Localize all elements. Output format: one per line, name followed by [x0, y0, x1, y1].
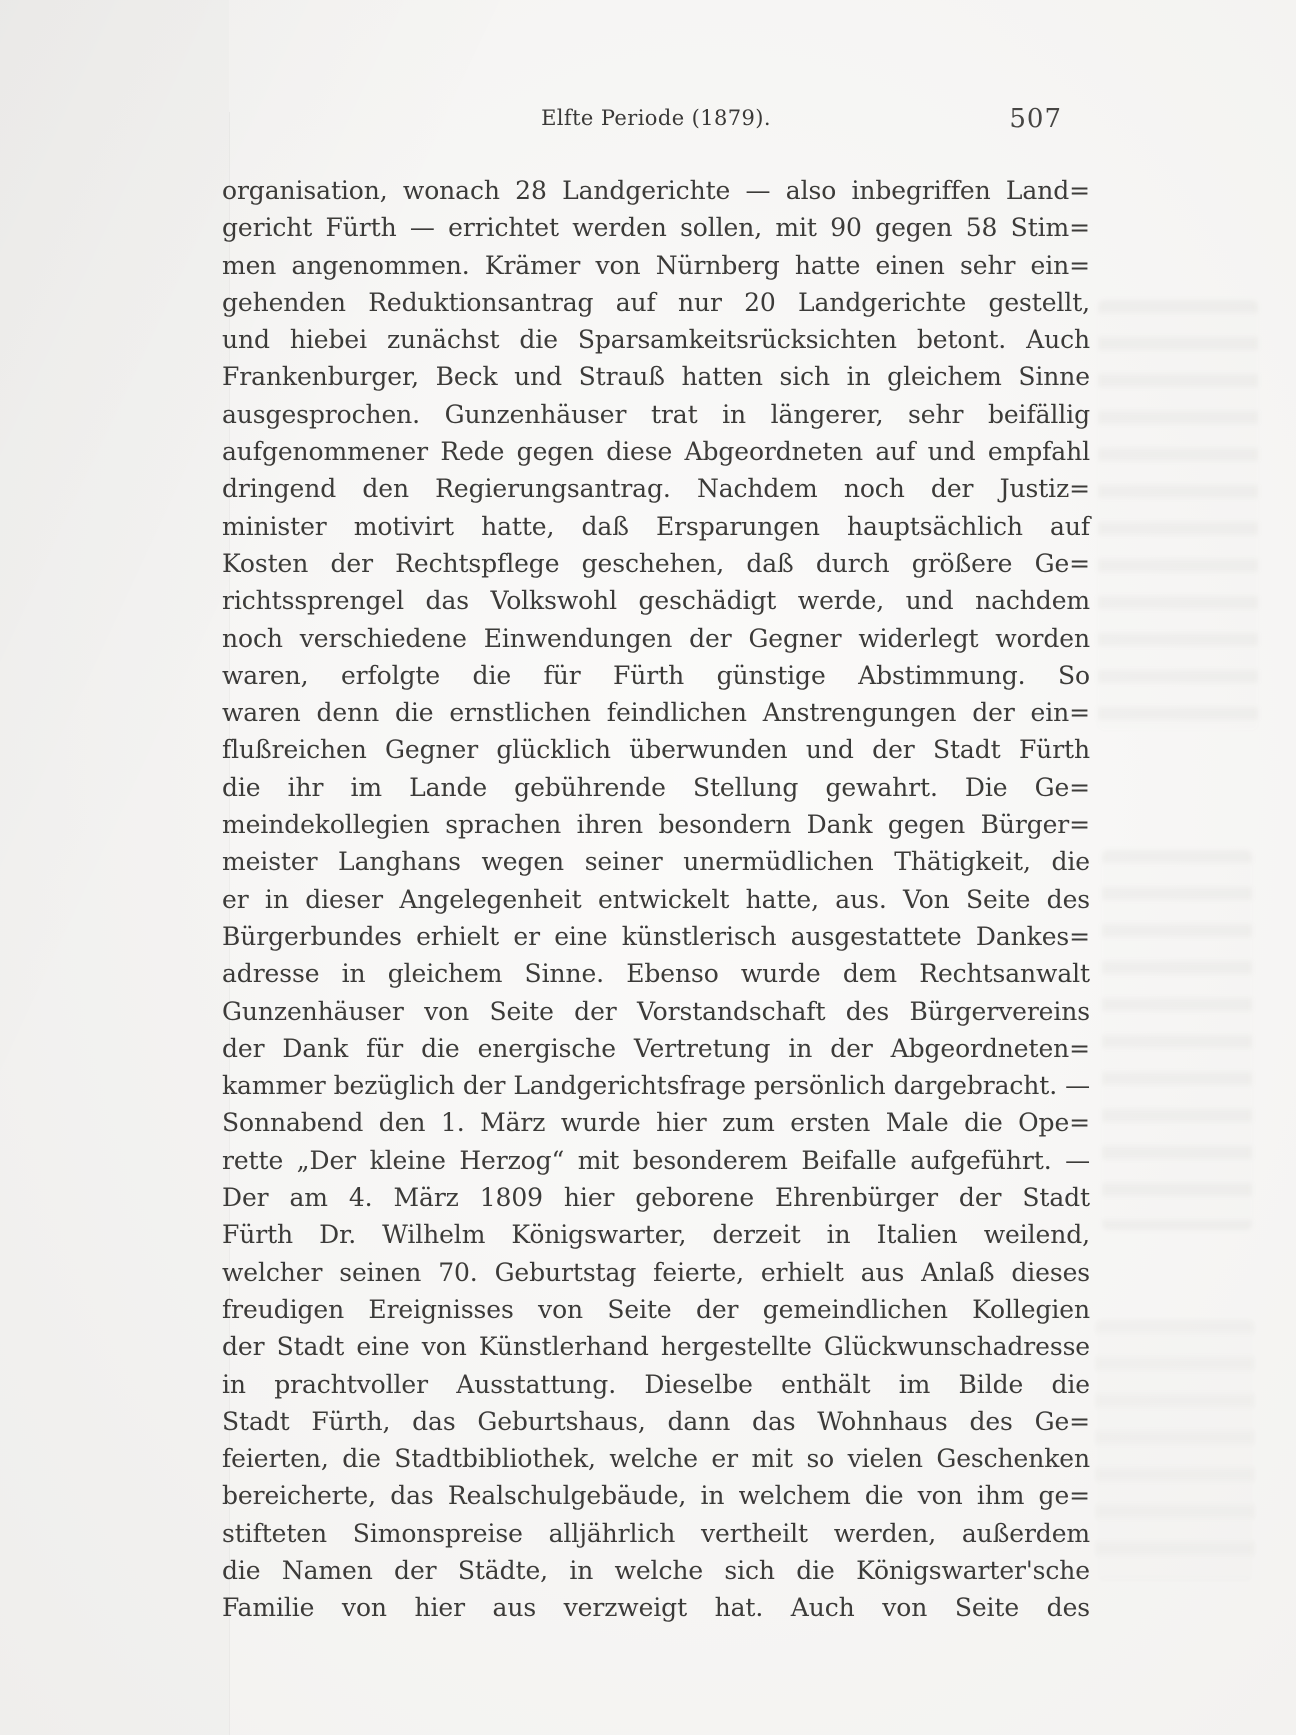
text-line: bereicherte, das Realschulgebäude, in welchem die von ihm ge= — [222, 1481, 1090, 1511]
text-line: men angenommen. Krämer von Nürnberg hatte einen sehr ein= — [222, 250, 1090, 280]
text-line: minister motivirt hatte, daß Ersparungen hauptsächlich auf — [222, 511, 1090, 541]
text-line: rette „Der kleine Herzog“ mit besonderem Beifalle aufgeführt. — — [222, 1145, 1090, 1175]
text-line: gehenden Reduktionsantrag auf nur 20 Landgerichte gestellt, — [222, 287, 1090, 317]
text-line: Kosten der Rechtspflege geschehen, daß durch größere Ge= — [222, 548, 1090, 578]
text-line: Stadt Fürth, das Geburtshaus, dann das Wohnhaus des Ge= — [222, 1406, 1090, 1436]
text-line: Familie von hier aus verzweigt hat. Auch von Seite des — [222, 1593, 1090, 1623]
text-line: Bürgerbundes erhielt er eine künstlerisch ausgestattete Dankes= — [222, 921, 1090, 951]
body-text — [222, 172, 1090, 1627]
text-line: adresse in gleichem Sinne. Ebenso wurde dem Rechtsanwalt — [222, 959, 1090, 989]
text-line: er in dieser Angelegenheit entwickelt hatte, aus. Von Seite des — [222, 884, 1090, 914]
text-line: der Stadt eine von Künstlerhand hergestellte Glückwunschadresse — [222, 1332, 1090, 1362]
text-line: in prachtvoller Ausstattung. Dieselbe enthält im Bilde die — [222, 1369, 1090, 1399]
text-line: Gunzenhäuser von Seite der Vorstandschaft des Bürgervereins — [222, 996, 1090, 1026]
text-line: dringend den Regierungsantrag. Nachdem noch der Justiz= — [222, 474, 1090, 504]
text-line: gericht Fürth — errichtet werden sollen, mit 90 gegen 58 Stim= — [222, 213, 1090, 243]
bleedthrough-artifact — [1098, 300, 1258, 730]
text-line: waren, erfolgte die für Fürth günstige Abstimmung. So — [222, 660, 1090, 690]
text-line: Frankenburger, Beck und Strauß hatten sich in gleichem Sinne — [222, 362, 1090, 392]
text-line: ausgesprochen. Gunzenhäuser trat in längerer, sehr beifällig — [222, 399, 1090, 429]
text-line: der Dank für die energische Vertretung in der Abgeordneten= — [222, 1033, 1090, 1063]
text-line: waren denn die ernstlichen feindlichen Anstrengungen der ein= — [222, 698, 1090, 728]
text-line: welcher seinen 70. Geburtstag feierte, erhielt aus Anlaß dieses — [222, 1257, 1090, 1287]
text-line: meister Langhans wegen seiner unermüdlichen Thätigkeit, die — [222, 847, 1090, 877]
text-line: Sonnabend den 1. März wurde hier zum ersten Male die Ope= — [222, 1108, 1090, 1138]
text-line: kammer bezüglich der Landgerichtsfrage persönlich dargebracht. — — [222, 1071, 1090, 1101]
text-line: freudigen Ereignisses von Seite der gemeindlichen Kollegien — [222, 1294, 1090, 1324]
text-line: aufgenommener Rede gegen diese Abgeordneten auf und empfahl — [222, 437, 1090, 467]
bleedthrough-artifact — [1102, 850, 1252, 1230]
text-line: feierten, die Stadtbibliothek, welche er mit so vielen Geschenken — [222, 1444, 1090, 1474]
text-line: richtssprengel das Volkswohl geschädigt werde, und nachdem — [222, 586, 1090, 616]
text-line: flußreichen Gegner glücklich überwunden und der Stadt Fürth — [222, 735, 1090, 765]
bleedthrough-artifact — [1096, 1320, 1254, 1580]
text-line: die Namen der Städte, in welche sich die Königswarter'sche — [222, 1555, 1090, 1585]
text-line: und hiebei zunächst die Sparsamkeitsrücksichten betont. Auch — [222, 325, 1090, 355]
text-line: noch verschiedene Einwendungen der Gegner widerlegt worden — [222, 623, 1090, 653]
text-line: organisation, wonach 28 Landgerichte — also inbegriffen Land= — [222, 176, 1090, 205]
page-number: 507 — [1009, 104, 1062, 134]
text-line: Fürth Dr. Wilhelm Königswarter, derzeit in Italien weilend, — [222, 1220, 1090, 1250]
scan-margin-shade — [0, 0, 229, 1735]
header-title: Elfte Periode (1879). — [541, 106, 771, 130]
text-line: meindekollegien sprachen ihren besondern Dank gegen Bürger= — [222, 810, 1090, 840]
text-line: stifteten Simonspreise alljährlich vertheilt werden, außerdem — [222, 1518, 1090, 1548]
text-line: Der am 4. März 1809 hier geborene Ehrenbürger der Stadt — [222, 1183, 1090, 1213]
text-line: die ihr im Lande gebührende Stellung gewahrt. Die Ge= — [222, 772, 1090, 802]
running-header — [222, 106, 1090, 146]
